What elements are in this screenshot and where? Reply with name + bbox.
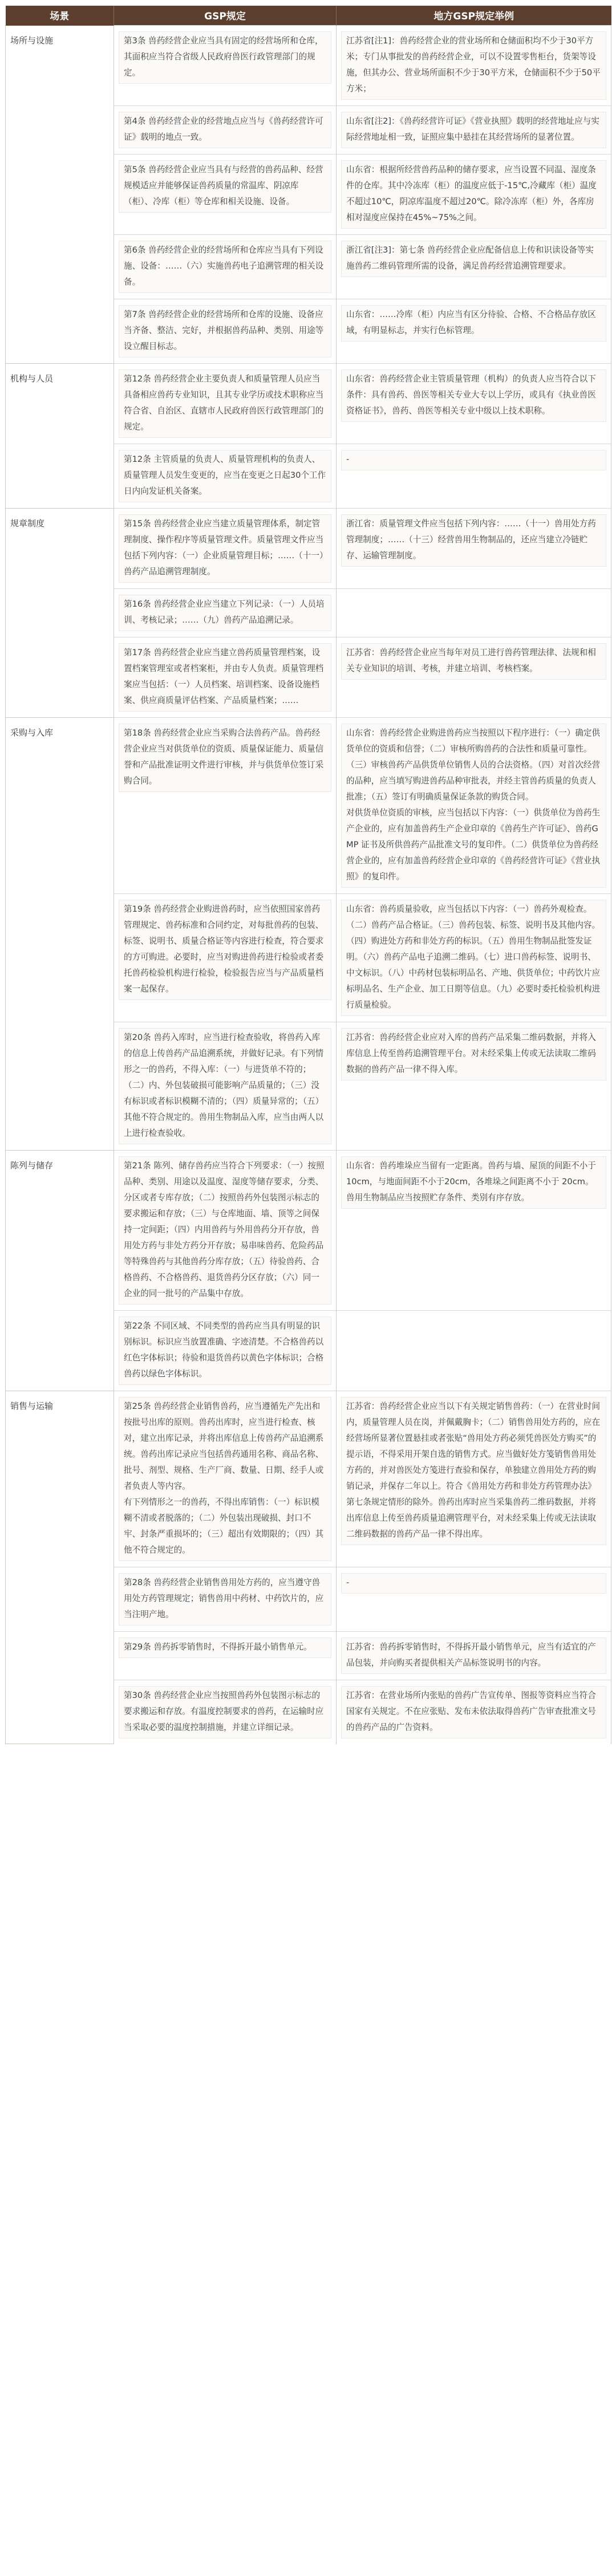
rule-paragraph: 第12条 兽药经营企业主要负责人和质量管理人员应当具备相应兽药专业知识，且其专业学历或技术职称应当符合省、自治区、直辖市人民政府兽医行政管理部门的规定。 bbox=[124, 373, 324, 432]
rule-paragraph: 有下列情形之一的兽药，不得出库销售：（一）标识模糊不清或者脱落的；（二）外包装出现破损、封口不牢、封条严重损坏的；（三）超出有效期限的；（四）其他不符合规定的。 bbox=[124, 1497, 324, 1555]
gsp-rule-cell bbox=[114, 1631, 337, 1680]
local-rule-text bbox=[341, 31, 606, 100]
gsp-rule-cell bbox=[114, 1150, 337, 1310]
local-rule-text bbox=[341, 1686, 606, 1738]
gsp-rule-text bbox=[119, 1317, 331, 1385]
gsp-rule-cell bbox=[114, 637, 337, 717]
gsp-rule-text bbox=[119, 31, 331, 84]
gsp-rule-cell bbox=[114, 588, 337, 637]
table-row bbox=[6, 1391, 611, 1567]
rule-paragraph: 浙江省[注3]：第七条 兽药经营企业应配备信息上传和识读设备等实施兽药二维码管理所需的设备，满足兽药经营追溯管理要求。 bbox=[346, 245, 594, 271]
rule-paragraph: 第28条 兽药经营企业销售兽用处方药的，应当遵守兽用处方药管理规定；销售兽用中药材、中药饮片的，应当注明产地。 bbox=[124, 1577, 324, 1619]
gsp-rule-cell bbox=[114, 508, 337, 588]
rule-paragraph: 第3条 兽药经营企业应当具有固定的经营场所和仓库，其面积应当符合省级人民政府兽医行政管理部门的规定。 bbox=[124, 35, 323, 78]
rule-paragraph: 第15条 兽药经营企业应当建立质量管理体系，制定管理制度、操作程序等质量管理文件。质量管理文件应当包括下列内容：（一）企业质量管理目标；……（十一）兽药产品追溯管理制度。 bbox=[124, 518, 324, 576]
local-rule-text bbox=[341, 900, 606, 1016]
rule-paragraph: 第6条 兽药经营企业的经营场所和仓库应当具有下列设施、设备：……（六）实施兽药电子追溯管理的相关设备。 bbox=[124, 245, 324, 287]
gsp-rule-cell bbox=[114, 1567, 337, 1631]
local-rule-text bbox=[341, 1573, 606, 1594]
gsp-rule-cell bbox=[114, 234, 337, 299]
rule-paragraph: 第22条 不同区域、不同类型的兽药应当具有明显的识别标识。标识应当放置准确、字迹清楚。不合格兽药以红色字体标识；待验和退货兽药以黄色字体标识；合格兽药以绿色字体标识。 bbox=[124, 1320, 324, 1379]
gsp-comparison-table bbox=[5, 6, 611, 1744]
header-local: 地方GSP规定举例 bbox=[337, 6, 611, 25]
rule-paragraph: 山东省：根据所经营兽药品种的储存要求，应当设置不同温、湿度条件的仓库。其中冷冻库（柜）的温度应低于-15℃,冷藏库（柜）温度不超过10℃，阴凉库温度不超过20℃。除冷冻库（柜）外，各库房相对湿度应保持在45%~75%之间。 bbox=[346, 164, 597, 222]
local-rule-text bbox=[341, 643, 606, 680]
gsp-rule-cell bbox=[114, 1680, 337, 1744]
local-rule-cell bbox=[337, 893, 611, 1022]
scene-cell: 销售与运输 bbox=[6, 1391, 114, 1744]
gsp-rule-cell bbox=[114, 154, 337, 234]
table-row bbox=[6, 508, 611, 588]
rule-paragraph: 第17条 兽药经营企业应当建立兽药质量管理档案，设置档案管理室或者档案柜，并由专人负责。质量管理档案应当包括：（一）人员档案、培训档案、设备设施档案、供应商质量评估档案、产品质量档案；…… bbox=[124, 647, 324, 705]
rule-paragraph: 第29条 兽药拆零销售时，不得拆开最小销售单元。 bbox=[124, 1642, 312, 1652]
local-rule-text bbox=[341, 1397, 606, 1545]
local-rule-text bbox=[341, 241, 606, 277]
rule-paragraph: 第18条 兽药经营企业应当采购合法兽药产品。兽药经营企业应当对供货单位的资质、质量保证能力、质量信誉和产品批准证明文件进行审核，并与供货单位签订采购合同。 bbox=[124, 728, 324, 786]
local-rule-text bbox=[341, 369, 606, 422]
local-rule-text bbox=[341, 160, 606, 229]
rule-paragraph: 江苏省[注1]：兽药经营企业的营业场所和仓储面积均不少于30平方米；专门从事批发的兽药经营企业，可以不设置零售柜台，货架等设施，但其办公、营业场所面积不少于30平方米，仓储面积不少于50平方米； bbox=[346, 35, 601, 94]
header-scene: 场景 bbox=[6, 6, 114, 25]
gsp-rule-text bbox=[119, 1028, 331, 1144]
local-rule-cell bbox=[337, 1310, 611, 1391]
rule-paragraph: 第12条 主管质量的负责人、质量管理机构的负责人、质量管理人员发生变更的，应当在变更之日起30个工作日内向发证机关备案。 bbox=[124, 454, 326, 496]
gsp-rule-text bbox=[119, 643, 331, 712]
gsp-rule-cell bbox=[114, 299, 337, 363]
rule-paragraph: 第4条 兽药经营企业的经营地点应当与《兽药经营许可证》载明的地点一致。 bbox=[124, 116, 323, 142]
scene-cell: 场所与设施 bbox=[6, 25, 114, 363]
local-rule-text bbox=[341, 305, 606, 342]
rule-paragraph: 山东省[注2]：《兽药经营许可证》《营业执照》载明的经营地址应与实际经营地址相一致，证照应集中悬挂在其经营场所的显著位置。 bbox=[346, 116, 599, 142]
table-row bbox=[6, 1150, 611, 1310]
rule-paragraph: 第30条 兽药经营企业应当按照兽药外包装图示标志的要求搬运和存放。有温度控制要求的兽药，在运输时应当采取必要的温度控制措施，并建立详细记录。 bbox=[124, 1690, 324, 1732]
rule-paragraph: 江苏省：兽药经营企业应当以下有关规定销售兽药：（一）在营业时间内，质量管理人员在岗，并佩戴胸卡；（二）销售兽用处方药的，应在经营场所显著位置悬挂或者张贴“兽用处方药必须凭兽医处方购买”的提示语，不得采用开架自选的销售方式。应当做好处方笺销售兽用处方药的，并对兽医处方笺进行查验和保存，单独建立兽用处方药的购销记录，并保存二年以上。符合《兽用处方药和非处方药管理办法》第七条规定情形的除外。兽药出库时应当采集兽药二维码数据，并将出库信息上传至兽药质量追溯管理平台，对未经采集上传或无法读取二维码数据的兽药产品一律不得出库。 bbox=[346, 1401, 601, 1539]
gsp-rule-text bbox=[119, 1156, 331, 1305]
rule-paragraph: 江苏省：兽药经营企业应当每年对员工进行兽药管理法律、法规和相关专业知识的培训、考核，并建立培训、考核档案。 bbox=[346, 647, 596, 673]
gsp-rule-cell bbox=[114, 105, 337, 154]
rule-paragraph: 第16条 兽药经营企业应当建立下列记录：（一）人员培训、考核记录；……（九）兽药产品追溯记录。 bbox=[124, 599, 325, 625]
local-rule-cell bbox=[337, 234, 611, 299]
gsp-rule-cell bbox=[114, 1391, 337, 1567]
local-rule-cell bbox=[337, 1631, 611, 1680]
local-rule-cell bbox=[337, 25, 611, 105]
rule-paragraph: 浙江省：质量管理文件应当包括下列内容：……（十一）兽用处方药管理制度；……（十三）经营兽用生物制品的，还应当建立冷链贮存、运输管理制度。 bbox=[346, 518, 596, 560]
gsp-rule-text bbox=[119, 369, 331, 438]
scene-cell: 采购与入库 bbox=[6, 717, 114, 1150]
header-gsp: GSP规定 bbox=[114, 6, 337, 25]
rule-paragraph: 第7条 兽药经营企业的经营场所和仓库的设施、设备应当齐备、整洁、完好，并根据兽药品种、类别、用途等设立醒目标志。 bbox=[124, 309, 324, 351]
local-rule-cell bbox=[337, 588, 611, 637]
gsp-rule-cell bbox=[114, 893, 337, 1022]
rule-paragraph: 第5条 兽药经营企业应当具有与经营的兽药品种、经营规模适应并能够保证兽药质量的常温库、阴凉库（柜）、冷库（柜）等仓库和相关设施、设备。 bbox=[124, 164, 323, 206]
local-rule-text bbox=[341, 112, 606, 148]
local-rule-cell bbox=[337, 637, 611, 717]
scene-cell: 规章制度 bbox=[6, 508, 114, 717]
gsp-rule-text bbox=[119, 1573, 331, 1626]
local-rule-cell bbox=[337, 363, 611, 444]
gsp-rule-cell bbox=[114, 25, 337, 105]
rule-paragraph: 江苏省：兽药经营企业应对入库的兽药产品采集二维码数据，并将入库信息上传至兽药追溯管理平台。对未经采集上传或无法读取二维码数据的兽药产品一律不得入库。 bbox=[346, 1032, 596, 1074]
gsp-rule-text bbox=[119, 160, 331, 213]
local-rule-cell bbox=[337, 1391, 611, 1567]
gsp-rule-cell bbox=[114, 1022, 337, 1150]
rule-paragraph: 第19条 兽药经营企业购进兽药时，应当依照国家兽药管理规定、兽药标准和合同约定，对每批兽药的包装、标签、说明书、质量合格证等内容进行检查，符合要求的方可购进。必要时，应当对购进兽药进行检验或者委托兽药检验机构进行检验，检验报告应当与产品质量档案一起保存。 bbox=[124, 904, 324, 994]
local-rule-cell bbox=[337, 1567, 611, 1631]
rule-paragraph: 第21条 陈列、储存兽药应当符合下列要求：（一）按照品种、类别、用途以及温度、湿度等储存要求，分类、分区或者专库存放；（二）按照兽药外包装图示标志的要求搬运和存放；（三）与仓库地面、墙、顶等之间保持一定间距；（四）内用兽药与外用兽药分开存放，兽用处方药与非处方药分开存放；易串味兽药、危险药品等特殊兽药与其他兽药分库存放；（五）待验兽药、合格兽药、不合格兽药、退货兽药分区存放；（六）同一企业的同一批号的产品集中存放。 bbox=[124, 1160, 325, 1298]
local-rule-cell bbox=[337, 1680, 611, 1744]
local-rule-cell bbox=[337, 444, 611, 508]
rule-paragraph: 江苏省：在营业场所内张贴的兽药广告宣传单、图报等资料应当符合国家有关规定。不在应张贴、发布未依法取得兽药广告审查批准文号的兽药产品的广告资料。 bbox=[346, 1690, 596, 1732]
local-rule-text bbox=[341, 1156, 606, 1209]
table-body bbox=[6, 25, 611, 1744]
gsp-rule-cell bbox=[114, 717, 337, 893]
local-rule-text bbox=[341, 1028, 606, 1080]
local-rule-cell bbox=[337, 1150, 611, 1310]
rule-paragraph: 江苏省：兽药拆零销售时，不得拆开最小销售单元，应当有适宜的产品包装，并向购买者提供相关产品标签说明书的内容。 bbox=[346, 1642, 596, 1668]
gsp-rule-text bbox=[119, 112, 331, 148]
gsp-rule-cell bbox=[114, 444, 337, 508]
rule-paragraph: 山东省：兽药质量验收，应当包括以下内容：（一）兽药外观检查。（二）兽药产品合格证。（三）兽药包装、标签、说明书及其他内容。（四）购进处方药和非处方药的标识。（五）兽用生物制品批签发证明。（六）兽药产品电子追溯二维码。（七）进口兽药标签、说明书、中文标识。（八）中药材包装标明品名、产地、供货单位；中药饮片应标明品名、生产企业、加工日期等信息。（九）必要时委托检验机构进行质量检验。 bbox=[346, 904, 601, 1010]
rule-paragraph: 对供货单位资质的审核，应当包括以下内容：（一）供货单位为兽药生产企业的，应有加盖兽药生产企业印章的《兽药生产许可证》、兽药GMP 证书及所供兽药产品批准文号的复印件。（二）供货单位为兽药经营企业的，应有加盖兽药经营企业印章的《兽药经营许可证》《营业执照》的复印件。 bbox=[346, 807, 601, 881]
rule-paragraph: 山东省：兽药经营企业购进兽药应当按照以下程序进行：（一）确定供货单位的资质和信誉；（二）审核所购兽药的合法性和质量可靠性。（三）审核兽药产品供货单位销售人员的合法资格。（四）对首次经营的品种，应当填写购进兽药品种审批表，并经主管兽药质量的负责人批准；（五）签订有明确质量保证条款的购货合同。 bbox=[346, 728, 601, 802]
local-rule-cell bbox=[337, 299, 611, 363]
rule-paragraph: 第20条 兽药入库时，应当进行检查验收，将兽药入库的信息上传兽药产品追溯系统，并做好记录。有下列情形之一的兽药，不得入库：（一）与进货单不符的；（二）内、外包装破损可能影响产品质量的；（三）没有标识或者标识模糊不清的；（四）质量异常的；（五）其他不符合规定的。兽用生物制品入库，应当由两人以上进行检查验收。 bbox=[124, 1032, 324, 1138]
rule-paragraph: 山东省：兽药经营企业主管质量管理（机构）的负责人应当符合以下条件：具有兽药、兽医等相关专业大专以上学历，或具有《执业兽医资格证书》，兽药、兽医等相关专业中级以上技术职称。 bbox=[346, 373, 596, 416]
local-rule-cell bbox=[337, 1022, 611, 1150]
local-rule-text bbox=[341, 1317, 606, 1320]
table-row bbox=[6, 25, 611, 105]
gsp-rule-text bbox=[119, 450, 331, 502]
gsp-rule-text bbox=[119, 1686, 331, 1738]
local-rule-text bbox=[341, 1638, 606, 1674]
gsp-rule-cell bbox=[114, 363, 337, 444]
gsp-rule-text bbox=[119, 900, 331, 1000]
rule-paragraph: - bbox=[346, 1577, 350, 1587]
table-header-row bbox=[6, 6, 611, 25]
table-row bbox=[6, 717, 611, 893]
local-rule-text bbox=[341, 450, 606, 470]
local-rule-cell bbox=[337, 105, 611, 154]
gsp-rule-text bbox=[119, 724, 331, 792]
scene-cell: 机构与人员 bbox=[6, 363, 114, 508]
gsp-rule-cell bbox=[114, 1310, 337, 1391]
local-rule-cell bbox=[337, 154, 611, 234]
table-row bbox=[6, 363, 611, 444]
local-rule-cell bbox=[337, 508, 611, 588]
local-rule-text bbox=[341, 595, 606, 598]
local-rule-text bbox=[341, 514, 606, 567]
rule-paragraph: 第25条 兽药经营企业销售兽药，应当遵循先产先出和按批号出库的原则。兽药出库时，应当进行检查、核对，建立出库记录，并将出库信息上传兽药产品追溯系统。兽药出库记录应当包括兽药通用名称、商品名称、批号、剂型、规格、生产厂商、数量、日期、经手人或者负责人等内容。 bbox=[124, 1401, 324, 1491]
gsp-rule-text bbox=[119, 1397, 331, 1561]
rule-paragraph: - bbox=[346, 454, 350, 464]
rule-paragraph: 山东省：兽药堆垛应当留有一定距离。兽药与墙、屋顶的间距不小于 10cm，与地面间距不小于20cm，各堆垛之间距离不小于 20cm。兽用生物制品应当按照贮存条件、类别有序存放。 bbox=[346, 1160, 599, 1202]
gsp-rule-text bbox=[119, 595, 331, 631]
local-rule-cell bbox=[337, 717, 611, 893]
rule-paragraph: 山东省：……冷库（柜）内应当有区分待验、合格、不合格品存放区域，有明显标志，并实行色标管理。 bbox=[346, 309, 596, 335]
gsp-rule-text bbox=[119, 241, 331, 293]
gsp-rule-text bbox=[119, 1638, 331, 1658]
scene-cell: 陈列与储存 bbox=[6, 1150, 114, 1391]
gsp-rule-text bbox=[119, 514, 331, 583]
gsp-rule-text bbox=[119, 305, 331, 357]
local-rule-text bbox=[341, 724, 606, 888]
